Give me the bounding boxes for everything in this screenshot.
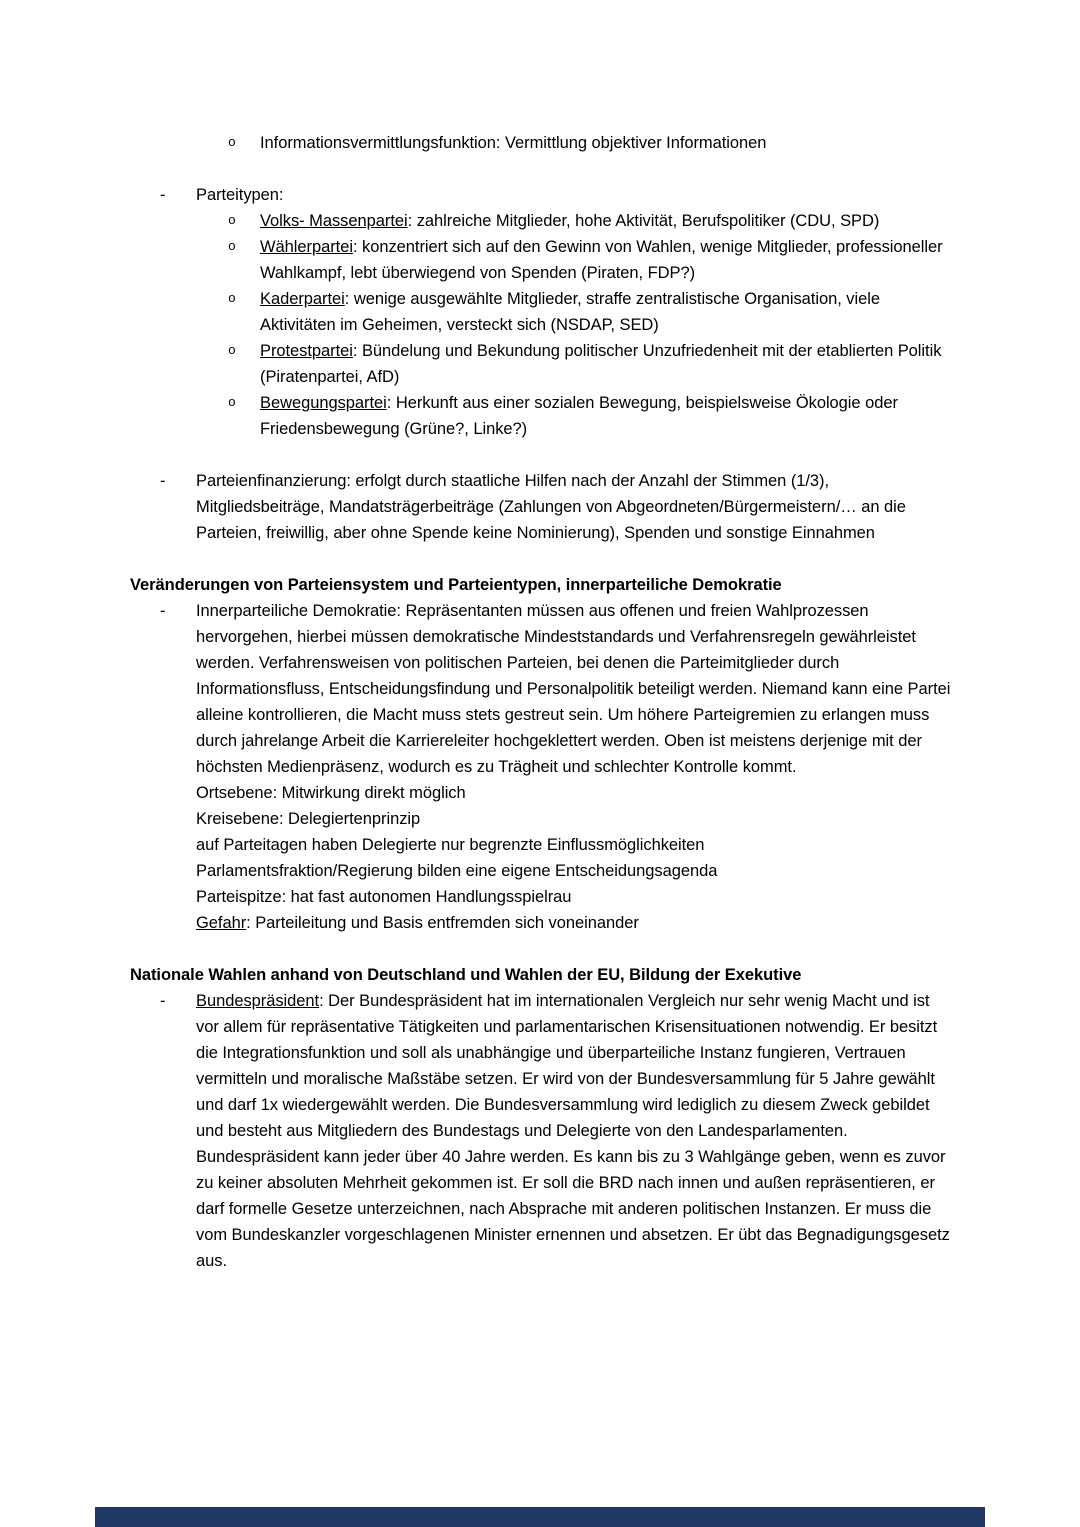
bullet-item-bewegungspartei	[130, 390, 956, 442]
heading-text: Veränderungen von Parteiensystem und Parteientypen, innerparteiliche Demokratie	[130, 576, 782, 594]
bullet-text	[260, 338, 956, 390]
definition: : Parteileitung und Basis entfremden sich voneinander	[246, 914, 639, 932]
line-text: auf Parteitagen haben Delegierte nur begrenzte Einflussmöglichkeiten	[196, 836, 705, 854]
bullet-text	[260, 390, 956, 442]
bullet-item-waehlerpartei	[130, 234, 956, 286]
bullet-text	[260, 208, 956, 234]
term: Kaderpartei	[260, 290, 345, 308]
definition: : Der Bundespräsident hat im internationalen Vergleich nur sehr wenig Macht und ist vor allem für repräsentative Tätigkeiten und parlamentarischen Krisensituationen notwendig. Er besitzt die Integrationsfunktion und soll als unabhängige und überparteiliche Instanz fungieren, Vertrauen vermitteln und moralische Maßstäbe setzen. Er wird von der Bundesversammlung für 5 Jahre gewählt und darf 1x wiedergewählt werden. Die Bundesversammlung wird lediglich zu diesem Zweck gebildet und besteht aus Mitgliedern des Bundestags und Delegierte von den Landesparlamenten. Bundespräsident kann jeder über 40 Jahre werden. Es kann bis zu 3 Wahlgänge geben, wenn es zuvor zu keiner absoluten Mehrheit gekommen ist. Er soll die BRD nach innen und außen repräsentieren, er darf formelle Gesetze unterzeichnen, nach Absprache mit anderen politischen Instanzen. Er muss die vom Bundeskanzler vorgeschlagenen Minister ernennen und absetzen. Er übt das Begnadigungsgesetz aus.	[196, 992, 950, 1270]
definition: : zahlreiche Mitglieder, hohe Aktivität, Berufspolitiker (CDU, SPD)	[407, 212, 880, 230]
bullet-text: Parteitypen:	[196, 186, 284, 204]
circle-bullet-marker: o	[228, 291, 236, 306]
line-text: Parlamentsfraktion/Regierung bilden eine eigene Entscheidungsagenda	[196, 862, 718, 880]
dash-bullet-marker: -	[160, 472, 166, 490]
document-content	[130, 130, 956, 1274]
bullet-text: Informationsvermittlungsfunktion: Vermittlung objektiver Informationen	[260, 134, 767, 152]
blank-line	[130, 546, 956, 572]
line-text: Kreisebene: Delegiertenprinzip	[196, 810, 421, 828]
circle-bullet-marker: o	[228, 135, 236, 150]
line-text: Parteispitze: hat fast autonomen Handlungsspielrau	[196, 888, 572, 906]
dash-bullet-marker: -	[160, 602, 166, 620]
bullet-item-kaderpartei	[130, 286, 956, 338]
bullet-text: Innerparteiliche Demokratie: Repräsentanten müssen aus offenen und freien Wahlprozessen hervorgehen, hierbei müssen demokratische Mindeststandards und Verfahrensregeln gewährleistet werden. Verfahrensweisen von politischen Parteien, bei denen die Parteimitglieder durch Informationsfluss, Entscheidungsfindung und Personalpolitik beteiligt werden. Niemand kann eine Partei alleine kontrollieren, die Macht muss stets gestreut sein. Um höhere Parteigremien zu erlangen muss durch jahrelange Arbeit die Karriereleiter hochgeklettert werden. Oben ist meistens derjenige mit der höchsten Medienpräsenz, wodurch es zu Trägheit und schlechter Kontrolle kommt.	[196, 602, 951, 776]
bullet-text	[260, 234, 956, 286]
circle-bullet-marker: o	[228, 343, 236, 358]
definition: : wenige ausgewählte Mitglieder, straffe zentralistische Organisation, viele Aktivitäten im Geheimen, versteckt sich (NSDAP, SED)	[260, 290, 880, 334]
line-text	[196, 910, 956, 936]
bullet-item-protestpartei	[130, 338, 956, 390]
circle-bullet-marker: o	[228, 213, 236, 228]
definition: : konzentriert sich auf den Gewinn von Wahlen, wenige Mitglieder, professioneller Wahlkampf, lebt überwiegend von Spenden (Piraten, FDP?)	[260, 238, 943, 282]
term: Protestpartei	[260, 342, 353, 360]
bullet-item-parteitypen	[130, 182, 956, 208]
blank-line	[130, 442, 956, 468]
bullet-item-bundespraesident	[130, 988, 956, 1274]
bullet-item-innerparteiliche-demokratie	[130, 598, 956, 780]
blank-line	[130, 156, 956, 182]
bullet-text	[260, 286, 956, 338]
circle-bullet-marker: o	[228, 395, 236, 410]
line-parteitage	[130, 832, 956, 858]
term: Gefahr	[196, 914, 247, 932]
term: Bewegungspartei	[260, 394, 387, 412]
line-parlamentsfraktion	[130, 858, 956, 884]
definition: : Bündelung und Bekundung politischer Unzufriedenheit mit der etablierten Politik (Piratenpartei, AfD)	[260, 342, 942, 386]
line-gefahr	[130, 910, 956, 936]
section-heading-nationale-wahlen	[130, 962, 956, 988]
term: Volks- Massenpartei	[260, 212, 408, 230]
next-section-divider-bar	[95, 1507, 985, 1527]
dash-bullet-marker: -	[160, 186, 166, 204]
definition: : Herkunft aus einer sozialen Bewegung, beispielsweise Ökologie oder Friedensbewegung (Grüne?, Linke?)	[260, 394, 898, 438]
blank-line	[130, 936, 956, 962]
circle-bullet-marker: o	[228, 239, 236, 254]
bullet-item-informationsvermittlung	[130, 130, 956, 156]
line-kreisebene	[130, 806, 956, 832]
line-ortsebene	[130, 780, 956, 806]
line-text: Ortsebene: Mitwirkung direkt möglich	[196, 784, 466, 802]
heading-text: Nationale Wahlen anhand von Deutschland und Wahlen der EU, Bildung der Exekutive	[130, 966, 802, 984]
term: Wählerpartei	[260, 238, 353, 256]
bullet-item-parteienfinanzierung	[130, 468, 956, 546]
bullet-text	[196, 988, 956, 1274]
line-parteispitze	[130, 884, 956, 910]
term: Bundespräsident	[196, 992, 320, 1010]
section-heading-parteiensystem	[130, 572, 956, 598]
bullet-text: Parteienfinanzierung: erfolgt durch staatliche Hilfen nach der Anzahl der Stimmen (1/3), Mitgliedsbeiträge, Mandatsträgerbeiträge (Zahlungen von Abgeordneten/Bürgermeistern/… an die Parteien, freiwillig, aber ohne Spende keine Nominierung), Spenden und sonstige Einnahmen	[196, 472, 906, 542]
dash-bullet-marker: -	[160, 992, 166, 1010]
bullet-item-volkspartei	[130, 208, 956, 234]
